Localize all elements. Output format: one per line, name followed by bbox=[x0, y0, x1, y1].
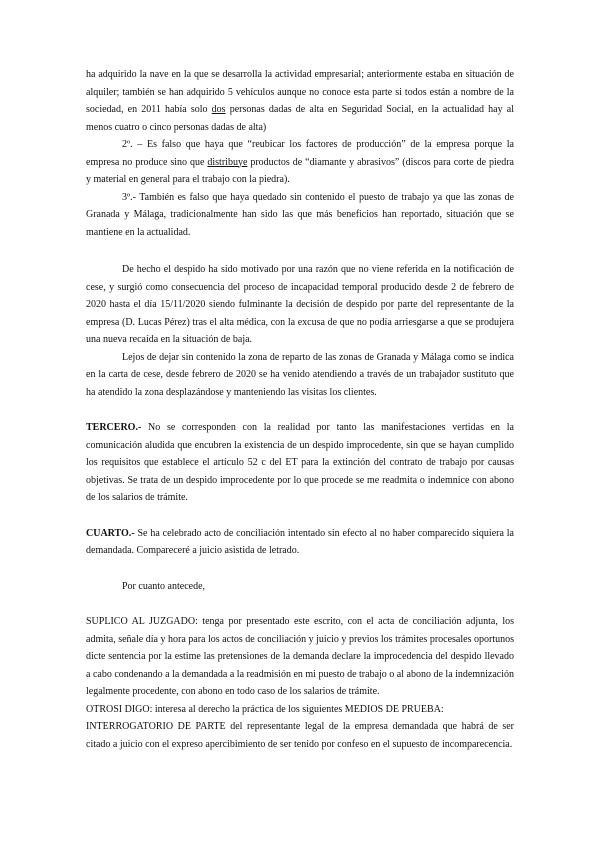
paragraph-despido-zona: Lejos de dejar sin contenido la zona de reparto de las zonas de Granada y Málaga como se indica en la carta de cese, desde febrero de 2020 se ha venido atendiendo a través de un trabajador sustituto que ha atendido la zona desplazándose y manteniendo las visitas los clientes. bbox=[86, 351, 514, 398]
text-segment: ha adquirido la nave en la que se desarrolla la actividad empresarial; anteriormente estaba en situación de alquiler; también se han adquirido 5 vehículos aunque no conoce esta parte si todos están a nombre de la sociedad, en 2011 había solo bbox=[86, 69, 514, 115]
paragraph-por-cuanto: Por cuanto antecede, bbox=[122, 580, 206, 592]
section-heading-cuarto: CUARTO.- bbox=[86, 527, 135, 539]
paragraph-suplico: SUPLICO AL JUZGADO: tenga por presentado este escrito, con el acta de conciliación adjunta, los admita, señale día y hora para los actos de conciliación y juicio y previos los trámites procesales oportunos dicte sentencia por la estime las pretensiones de la demanda declare la improcedencia del despido llevado a cabo condenando a la demandada a la readmisión en mi puesto de trabajo o al abono de la indemnización legalmente procedente, con abono en todo caso de los salarios de trámite. bbox=[86, 616, 514, 697]
paragraph-intro-continuation bbox=[86, 66, 514, 136]
paragraph-tercero bbox=[86, 419, 514, 507]
text-segment: productos de “diamante y abrasivos” (discos para corte de piedra y material en general para el trabajo con la piedra). bbox=[86, 156, 514, 185]
paragraph-cuarto bbox=[86, 525, 514, 560]
paragraph-point-2 bbox=[86, 136, 514, 189]
paragraph-point-3: 3º.- También es falso que haya quedado sin contenido el puesto de trabajo ya que las zonas de Granada y Málaga, tradicionalmente han sido las que más beneficios han reportado, situación que se mantiene en la actualidad. bbox=[86, 191, 514, 238]
underlined-text: dos bbox=[211, 104, 226, 115]
section-heading-interrogatorio: INTERROGATORIO DE PARTE bbox=[86, 721, 226, 732]
text-segment: Se ha celebrado acto de conciliación intentado sin efecto al no haber comparecido siquiera la demandada. Compareceré a juicio asistida de letrado. bbox=[86, 527, 514, 556]
text-segment: personas dadas de alta en Seguridad Social, en la actualidad hay al menos cuatro o cinco personas dadas de alta) bbox=[86, 104, 514, 133]
text-segment: 2º. – Es falso que haya que “reubicar los factores de producción” de la empresa porque la empresa no produce sino que bbox=[86, 139, 514, 168]
underlined-text: distribuye bbox=[207, 156, 248, 168]
paragraph-despido-motivo: De hecho el despido ha sido motivado por una razón que no viene referida en la notificación de cese, y surgió como consecuencia del proceso de incapacidad temporal producido desde 2 de febrero de 2020 hasta el día 15/11/2020 siendo fulminante la decisión de despido por parte del representante de la empresa (D. Lucas Pérez) tras el alta médica, con la excusa de que no podía arriesgarse a que se produjera una nueva recaída en la situación de baja. bbox=[86, 264, 514, 345]
document-body bbox=[86, 66, 514, 753]
paragraph-interrogatorio bbox=[86, 718, 514, 753]
text-segment: del representante legal de la empresa demandada que habrá de ser citado a juicio con el expreso apercibimiento de ser tenido por confeso en el supuesto de incomparecencia. bbox=[86, 721, 514, 750]
paragraph-otrosi: OTROSI DIGO: interesa al derecho la práctica de los siguientes MEDIOS DE PRUEBA: bbox=[86, 703, 444, 715]
text-segment: No se corresponden con la realidad por tanto las manifestaciones vertidas en la comunicación aludida que encubren la existencia de un despido improcedente, sin que se hayan cumplido los requisitos que establece el artículo 52 c del ET para la extinción del contrato de trabajo por causas objetivas. Se trata de un despido improcedente por lo que procede se me readmita o indemnice con abono de los salarios de trámite. bbox=[86, 422, 514, 503]
section-heading-tercero: TERCERO.- bbox=[86, 422, 142, 433]
